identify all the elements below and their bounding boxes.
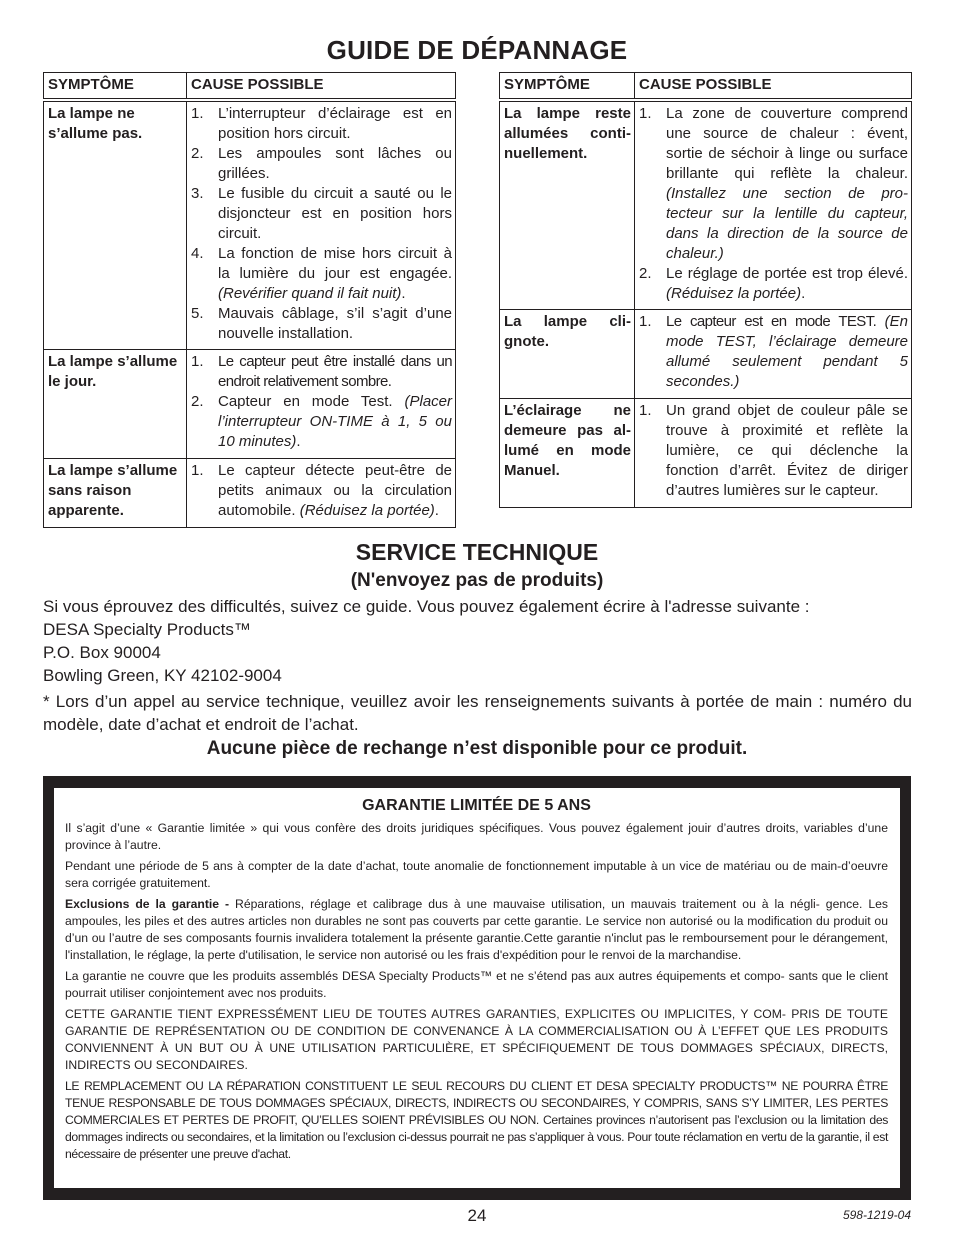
- cause-cell: [635, 100, 912, 309]
- table-header-row: [44, 73, 456, 101]
- service-intro: Si vous éprouvez des difficultés, suivez ce guide. Vous pouvez également écrire à l'adresse suivante :: [43, 597, 810, 616]
- warranty-paragraph: Pendant une période de 5 ans à compter de la date d’achat, toute anomalie de fonctionnement imputable à un vice de matériau ou de main-d’oeuvre sera corrigée gratuitement.: [65, 859, 888, 890]
- cause-cell: [187, 458, 456, 527]
- exclusions-text: Réparations, réglage et calibrage dus à une mauvaise utilisation, un mauvais traitement ou à la négli- gence. Les ampoules, les piles et des autres articles non durables ne sont pas couverts par cette garantie. Le service non autorisé ou la modification du produit ou d’un ou l’autre de ses composants fournis invalidera totalement la présente garantie.Cette garantie n'inclut pas le remboursement pour le dérangement, l'installation, le réglage, la perte d'utilisation, le service non autorisé ou les frais d'expédition pour le renvoi de la marchandise.: [65, 897, 888, 962]
- cause-item: 1. Le capteur peut être installé dans un endroit relativement sombre.: [191, 352, 452, 390]
- service-address-line: DESA Specialty Products™: [43, 620, 251, 639]
- exclusions-label: Exclusions de la garantie -: [65, 897, 236, 911]
- table-row: [44, 100, 456, 349]
- cause-item: 1. Le capteur détecte peut-être de petits animaux ou la circulation automobile. (Réduisez la portée).: [191, 461, 452, 519]
- cause-item: 4. La fonction de mise hors circuit à la lumière du jour est engagée. (Revérifier quand il fait nuit).: [191, 245, 452, 302]
- symptom-cell: La lampe reste allumées conti- nuellement.: [500, 100, 635, 309]
- warranty-paragraph: La garantie ne couvre que les produits assemblés DESA Specialty Products™ et ne s’étend pas aux autres équipements et compo- sants que le client pourrait utiliser conjointement avec nos produits.: [65, 969, 888, 1000]
- symptom-cell: L’éclairage ne demeure pas al- lumé en mode Manuel.: [500, 398, 635, 507]
- cause-item: 5. Mauvais câblage, s’il s’agit d’une nouvelle installation.: [191, 305, 452, 342]
- table-row: [44, 349, 456, 458]
- cause-cell: [635, 309, 912, 398]
- cause-item: 2. Le réglage de portée est trop élevé. (Réduisez la portée).: [639, 265, 908, 302]
- header-symptom: SYMPTÔME: [44, 73, 187, 101]
- service-subtitle: (N'envoyez pas de produits): [350, 570, 604, 591]
- warranty-box: [53, 787, 901, 1189]
- warranty-exclusions: [65, 896, 888, 964]
- warranty-frame: [43, 776, 911, 1200]
- cause-item: 1. L’interrupteur d’éclairage est en position hors circuit.: [191, 105, 452, 142]
- header-cause: CAUSE POSSIBLE: [187, 73, 456, 101]
- service-note: * Lors d’un appel au service technique, veuillez avoir les renseignements suivants à portée de main : numéro du modèle, date d’achat et endroit de l’achat.: [43, 692, 912, 734]
- warranty-title: GARANTIE LIMITÉE DE 5 ANS: [362, 797, 591, 814]
- cause-item: 3. Le fusible du circuit a sauté ou le disjoncteur est en position hors circuit.: [191, 185, 452, 242]
- warranty-disclaimer: CETTE GARANTIE TIENT EXPRESSÉMENT LIEU DE TOUTES AUTRES GARANTIES, EXPLICITES OU IMPLICITES, Y COM- PRIS DE TOUTE GARANTIE DE REPRÉSENTATION OU DE CONDITION DE CONVENANCE À LA COMMERCIALISATION OU À L’EFFET QUE LES PRODUITS CONVIENNENT À UN BUT OU À UNE UTILISATION PARTICULIÈRE, ET SPÉCIFIQUEMENT DE TOUS DOMMAGES SPÉCIAUX, DIRECTS, INDIRECTS OU SECONDAIRES.: [65, 1007, 888, 1072]
- cause-item: 1. Le capteur est en mode TEST. (En mode TEST, l’éclairage demeure allumé seulement pendant 5 secondes.): [639, 312, 908, 390]
- cause-item: 1. La zone de couverture comprend une source de chaleur : évent, sortie de séchoir à linge ou surface brillante qui reflète la chaleur. (Installez une section de pro- tecteur sur la lentille du capteur, dans la direction de la source de chaleur.): [639, 105, 908, 262]
- symptom-cell: La lampe s’allume le jour.: [44, 349, 187, 458]
- no-parts-warning: Aucune pièce de rechange n’est disponible pour ce produit.: [206, 738, 748, 759]
- table-row: [500, 100, 912, 309]
- service-body: [43, 595, 912, 736]
- cause-cell: [187, 349, 456, 458]
- cause-cell: [635, 398, 912, 507]
- document-number: 598-1219-04: [842, 1208, 911, 1222]
- table-row: [500, 309, 912, 398]
- symptom-cell: La lampe ne s’allume pas.: [44, 100, 187, 349]
- table-header-row: [500, 73, 912, 101]
- warranty-paragraph: Il s’agit d’une « Garantie limitée » qui vous confère des droits juridiques spécifiques. Vous pouvez également jouir d’autres droits, variables d’une province à l’autre.: [65, 821, 888, 852]
- page-title: GUIDE DE DÉPANNAGE: [326, 35, 628, 65]
- page-number: 24: [467, 1206, 487, 1225]
- table-row: [44, 458, 456, 527]
- service-address-line: Bowling Green, KY 42102-9004: [43, 666, 282, 685]
- warranty-remedy: LE REMPLACEMENT OU LA RÉPARATION CONSTITUENT LE SEUL RECOURS DU CLIENT ET DESA SPECIALTY PRODUCTS™ NE POURRA ÊTRE TENUE RESPONSABLE DE TOUS DOMMAGES SPÉCIAUX, DIRECTS, INDIRECTS OU SECONDAIRES, Y COMPRIS, SANS S’Y LIMITER, LES PERTES COMMERCIALES ET PERTES DE PROFIT, QU’ELLES SOIENT PRÉVISIBLES OU NON. Certaines provinces n’autorisent pas l’exclusion ou la limitation des dommages indirects ou secondaires, et la limitation ou l’exclusion ci-dessus pourrait ne pas s’appliquer à vous. Pour toute réclamation en vertu de la garantie, il est nécessaire de présenter une preuve d'achat.: [65, 1079, 888, 1161]
- cause-cell: [187, 100, 456, 349]
- table-row: [500, 398, 912, 507]
- header-symptom: SYMPTÔME: [500, 73, 635, 101]
- troubleshooting-table-left: [43, 72, 456, 528]
- troubleshooting-table-right: [499, 72, 912, 508]
- service-title: SERVICE TECHNIQUE: [355, 539, 599, 565]
- symptom-cell: La lampe s’allume sans raison apparente.: [44, 458, 187, 527]
- header-cause: CAUSE POSSIBLE: [635, 73, 912, 101]
- cause-item: 2. Capteur en mode Test. (Placer l’interrupteur ON-TIME à 1, 5 ou 10 minutes).: [191, 392, 452, 450]
- service-address-line: P.O. Box 90004: [43, 643, 161, 662]
- warranty-text: [65, 820, 888, 1163]
- cause-item: 1. Un grand objet de couleur pâle se trouve à proximité et reflète la lumière, ce qui déclenche la fonction d’arrêt. Évitez de diriger d’autres lumières sur le capteur.: [639, 401, 908, 499]
- cause-item: 2. Les ampoules sont lâches ou grillées.: [191, 145, 452, 182]
- symptom-cell: La lampe cli- gnote.: [500, 309, 635, 398]
